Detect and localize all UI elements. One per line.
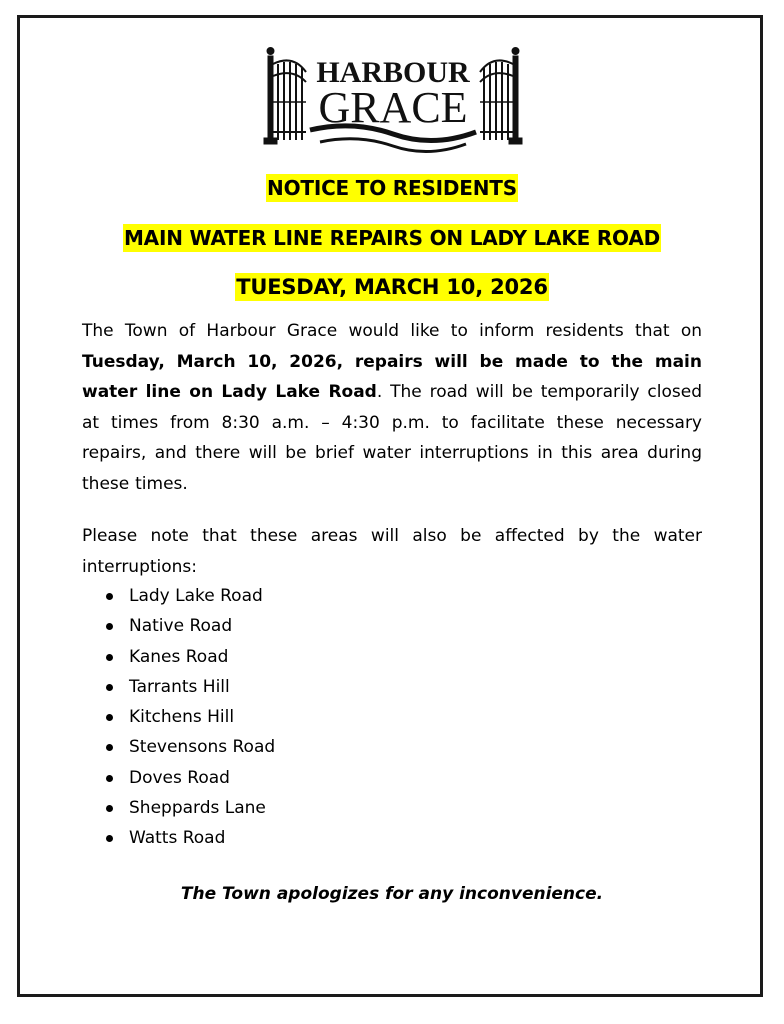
intro-text: The Town of Harbour Grace would like to inform residents that on	[82, 321, 702, 341]
list-item: Doves Road	[105, 763, 275, 793]
list-item: Tarrants Hill	[105, 672, 275, 702]
list-item: Sheppards Lane	[105, 793, 275, 823]
logo-line-1: HARBOUR	[316, 56, 470, 89]
affected-areas-paragraph: Please note that these areas will also be affected by the water interruptions:	[82, 526, 702, 577]
repair-heading	[0, 226, 784, 250]
intro-rest-text: . The road will be temporarily closed at times from 8:30 a.m. – 4:30 p.m. to facilitate these necessary repairs, and there will be brief water interruptions in this area during these times.	[82, 382, 702, 494]
apology-text: The Town apologizes for any inconvenience.	[180, 884, 604, 904]
list-item: Stevensons Road	[105, 732, 275, 762]
repair-heading-text: MAIN WATER LINE REPAIRS ON LADY LAKE ROAD	[123, 226, 660, 250]
list-item: Lady Lake Road	[105, 581, 275, 611]
notice-heading	[0, 176, 784, 200]
logo-line-2: GRACE	[318, 83, 468, 132]
affected-areas-list	[105, 581, 275, 854]
date-heading-text: TUESDAY, MARCH 10, 2026	[236, 275, 548, 299]
list-item: Kanes Road	[105, 642, 275, 672]
list-item: Kitchens Hill	[105, 702, 275, 732]
notice-heading-text: NOTICE TO RESIDENTS	[267, 176, 517, 200]
list-item: Native Road	[105, 611, 275, 641]
date-heading	[0, 275, 784, 299]
intro-paragraph	[82, 316, 702, 499]
list-item: Watts Road	[105, 823, 275, 853]
intro-bold-text: Tuesday, March 10, 2026, repairs will be made to the main water line on Lady Lake Road	[82, 351, 702, 402]
harbour-grace-logo	[258, 42, 528, 162]
